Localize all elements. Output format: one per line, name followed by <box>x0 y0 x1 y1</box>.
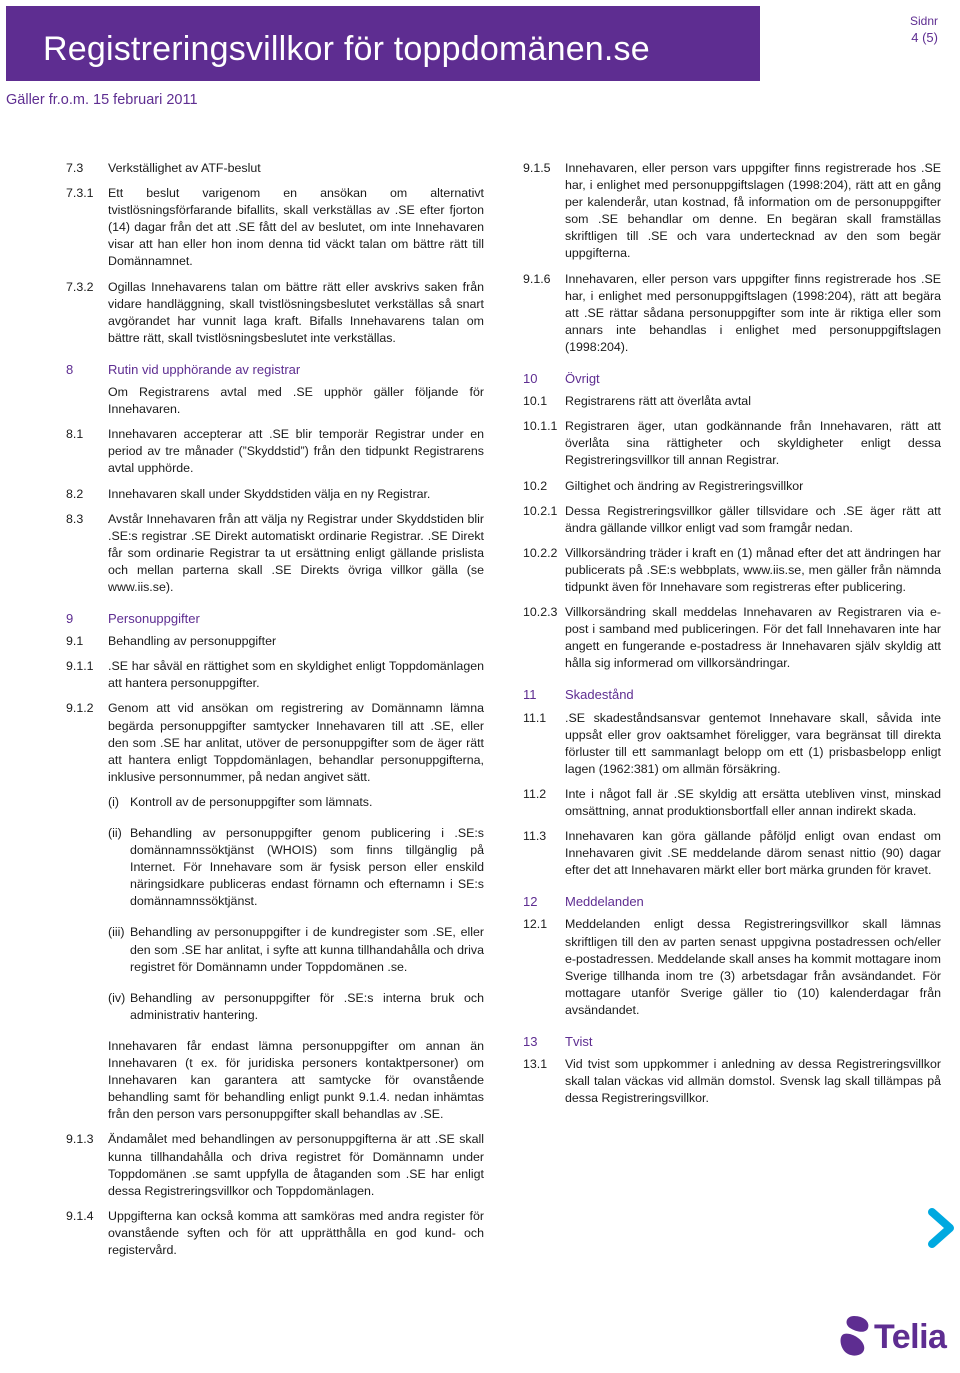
clause-number: 9.1.2 <box>66 701 94 716</box>
clause-number: 8.2 <box>66 486 84 501</box>
sub-item-text: Behandling av personuppgifter i de kundregister som .SE, eller den som .SE har anlitat, i syfte att kunna tillhandahålla och driva registret för Domännamn under Toppdomänen .se. <box>130 925 484 974</box>
clause-number: 10.2.2 <box>523 545 558 560</box>
section-number: 11 <box>523 687 537 703</box>
sub-item <box>66 990 484 1030</box>
clause-text: Uppgifterna kan också komma att samköras med andra register för ovanstående syften och för att upprätthålla en god kund- och registervård. <box>108 1208 484 1257</box>
clause <box>523 271 941 356</box>
page-title: Registreringsvillkor för toppdomänen.se <box>43 30 650 68</box>
clause-text: Villkorsändring träder i kraft en (1) månad efter det att ändringen har publicerats på .SE:s webbplats, www.iis.se, men gäller från nämnda tidpunkt även för Innehavare som registreras efter publicering. <box>565 545 941 594</box>
clause-text: Innehavaren får endast lämna personuppgifter om annan än Innehavaren (t ex. för juridiska personers kontaktpersoner) om Innehavaren kan garantera att samtycke för ovanstående behandling samt för behandling enligt punkt 9.1.4. nedan inhämtas från den person vars personuppgifter skall behandlas av .SE. <box>108 1038 484 1122</box>
clause-text: Innehavaren, eller person vars uppgifter finns registrerade hos .SE har, i enlighet med personuppgiftslagen (1998:204), rätt att begära att .SE rättar sådana personuppgifter som inte är riktiga eller som annars inte behandlas i enlighet med personuppgiftslagen (1998:204). <box>565 271 941 354</box>
clause <box>523 916 941 1019</box>
sub-item-text: Kontroll av de personuppgifter som lämnats. <box>130 794 373 809</box>
section-number: 9 <box>66 611 74 627</box>
clause-text: Ändamålet med behandlingen av personuppgifterna är att .SE skall kunna tillhandahålla och driva registret för Domännamn under Toppdomänen .se samt uppfylla de åtaganden som .SE har enligt dessa Registreringsvillkor och Toppdomänlagen. <box>108 1132 484 1198</box>
clause <box>523 1056 941 1107</box>
clause-number: 9.1.5 <box>523 161 551 175</box>
clause-number <box>66 924 108 981</box>
clause-number: 9.1.1 <box>66 659 94 674</box>
clause <box>523 478 941 495</box>
clause-number: 7.3 <box>66 161 84 175</box>
logo-text: Telia <box>874 1318 947 1356</box>
valid-from: Gäller fr.o.m. 15 februari 2011 <box>6 92 198 108</box>
clause <box>523 786 941 820</box>
clause-text: Vid tvist som uppkommer i anledning av dessa Registreringsvillkor skall talan väckas vid allmän domstol. Svensk lag skall tillämpas på dessa Registreringsvillkor. <box>565 1057 941 1106</box>
clause-number: 9.1.4 <box>66 1208 94 1223</box>
clause-number <box>66 825 108 916</box>
section-title: Rutin vid upphörande av registrar <box>108 361 301 377</box>
clause <box>66 160 484 177</box>
clause <box>523 545 941 596</box>
section-heading <box>66 610 484 627</box>
clause-text: Innehavaren kan göra gällande påföljd enligt ovan endast om Innehavaren givit .SE meddelande därom senast nittio (90) dagar efter det att Innehavaren märkt eller bort märka grunden för kravet. <box>565 829 941 878</box>
clause <box>66 700 484 785</box>
section-heading <box>66 361 484 378</box>
telia-logo <box>838 1310 947 1360</box>
page-number: 4 (5) <box>911 30 938 45</box>
clause-text: Inte i något fall är .SE skyldig att ersätta utebliven vinst, minskad omsättning, annat produktionsbortfall eller annan indirekt skada. <box>565 786 941 818</box>
clause <box>523 503 941 537</box>
sub-item-body <box>108 825 484 910</box>
section-title: Tvist <box>565 1034 593 1050</box>
clause-number: 10.1 <box>523 394 548 409</box>
clause <box>66 633 484 650</box>
section-title: Meddelanden <box>565 894 644 910</box>
clause-text: Dessa Registreringsvillkor gäller tillsvidare och .SE äger rätt att ändra gällande villkor enligt vad som framgår nedan. <box>565 503 941 535</box>
section-heading <box>523 1033 941 1050</box>
clause-number: 7.3.2 <box>66 279 94 294</box>
clause <box>66 1131 484 1199</box>
sub-item <box>66 924 484 981</box>
clause-number: 7.3.1 <box>66 186 94 201</box>
clause <box>523 828 941 879</box>
clause-text: .SE har såväl en rättighet som en skyldighet enligt Toppdomänlagen att hantera personuppgifter. <box>108 659 484 691</box>
section-number: 10 <box>523 371 538 387</box>
sub-item-label: (i) <box>108 794 120 809</box>
sub-item-label: (iv) <box>108 990 126 1005</box>
clause-number: 10.2.1 <box>523 503 558 518</box>
sub-item <box>66 825 484 916</box>
clause-number: 11.1 <box>523 710 547 725</box>
section-title: Skadestånd <box>565 687 634 703</box>
clause-text: .SE skadeståndsansvar gentemot Innehavare skall, såvida inte uppsåt eller grov oaktsamhet föreligger, vara begränsat till direkta förluster till ett sammanlagt belopp om ett (1) prisbasbelopp enligt lagen (1962:381) om allmän försäkring. <box>565 710 941 776</box>
section-heading <box>523 370 941 387</box>
clause <box>66 486 484 503</box>
section-heading <box>523 686 941 703</box>
left-column <box>66 160 484 1267</box>
clause-number <box>66 794 108 817</box>
clause-text: Innehavaren accepterar att .SE blir temporär Registrar under en period av tre månader (”Skyddstid”) från den tidpunkt Registrarens avtal upphörde. <box>108 427 484 476</box>
section-number: 13 <box>523 1034 538 1050</box>
clause-text: Giltighet och ändring av Registreringsvillkor <box>565 478 804 493</box>
clause-number: 11.2 <box>523 786 547 801</box>
clause-text: Behandling av personuppgifter <box>108 634 277 649</box>
clause <box>66 185 484 270</box>
clause <box>66 658 484 692</box>
clause-number: 8.3 <box>66 511 84 526</box>
clause-text: Registrarens rätt att överlåta avtal <box>565 394 751 409</box>
clause-number: 9.1 <box>66 634 84 649</box>
clause <box>66 511 484 596</box>
clause-number <box>66 1038 108 1123</box>
sub-item <box>66 794 484 817</box>
clause-text: Om Registrarens avtal med .SE upphör gäller följande för Innehavaren. <box>108 385 484 417</box>
telia-pebble-icon <box>838 1314 872 1358</box>
clause-number: 11.3 <box>523 829 547 844</box>
clause <box>66 279 484 347</box>
clause <box>66 1038 484 1123</box>
sub-item-body <box>108 924 484 975</box>
clause <box>523 160 941 263</box>
section-title: Personuppgifter <box>108 611 200 627</box>
clause-text: Ogillas Innehavarens talan om bättre rätt eller avskrivs saken från vidare handläggning, skall tvistlösningsbeslutet verkställas så snart avgörandet har vunnit laga kraft. Bifalls Innehavarens talan om bättre rätt, skall tvistlösningsbeslutet inte verkställas. <box>108 279 484 345</box>
clause <box>523 710 941 778</box>
clause-number <box>66 990 108 1030</box>
clause-number: 9.1.3 <box>66 1132 94 1147</box>
section-number: 8 <box>66 361 74 377</box>
clause-number: 13.1 <box>523 1057 548 1072</box>
clause-text: Villkorsändring skall meddelas Innehavaren av Registraren via e-post i samband med publiceringen. För det fall Innehavaren inte har angett en fungerande e-postadress är Innehavaren själv skyldig att hålla sig informerad om villkorsändringar. <box>565 605 941 671</box>
clause-text: Registraren äger, utan godkännande från Innehavaren, rätt att överlåta sina rättigheter och skyldigheter enligt dessa Registreringsvillkor till annan Registrar. <box>565 419 941 468</box>
clause-number: 10.2 <box>523 478 548 493</box>
clause-text: Avstår Innehavaren från att välja ny Registrar under Skyddstiden blir .SE:s registrar .SE Direkt automatiskt ordinarie Registrar. .SE Direkt får som ordinarie Registrar ta ut ersättning enligt gällande prislista och mellan parterna skall .SE Direkts övriga villkor gälla (se www.iis.se). <box>108 511 484 594</box>
clause-text: Innehavaren skall under Skyddstiden välja en ny Registrar. <box>108 486 431 501</box>
clause-text: Genom att vid ansökan om registrering av Domännamn lämna begärda personuppgifter samtycker Innehavaren till att .SE, eller den som .SE har anlitat, utöver de personuppgifter som de äger rätt att hantera enligt Toppdomänlagen, behandlar personuppgifterna, inklusive personnummer, på nedan angivet sätt. <box>108 701 484 784</box>
clause <box>66 1208 484 1259</box>
sub-item-body <box>108 794 484 811</box>
chevron-right-icon[interactable] <box>928 1208 958 1248</box>
section-number: 12 <box>523 894 538 910</box>
clause-text: Ett beslut varigenom en ansökan om alternativt tvistlösningsförfarande bifallits, skall verkställas av .SE efter fjorton (14) dagar från det att .SE fått del av beslutet, om inte Innehavaren visar att han eller hon inom denna tid väckt talan om bättre rätt till Domännamnet. <box>108 186 484 269</box>
clause-text: Meddelanden enligt dessa Registreringsvillkor skall lämnas skriftligen till den av parten senast uppgivna postadressen och/eller e-postadressen. Meddelande skall anses ha kommit mottagare inom Sverige tillhanda inom tre (3) arbetsdagar från avsändandet. För mottagare utanför Sverige gäller tio (10) kalenderdagar från avsändandet. <box>565 917 941 1017</box>
sub-item-body <box>108 990 484 1024</box>
sub-item-text: Behandling av personuppgifter för .SE:s interna bruk och administrativ hantering. <box>130 990 484 1022</box>
clause-number: 12.1 <box>523 917 548 932</box>
clause <box>523 604 941 672</box>
sub-item-label: (ii) <box>108 826 122 840</box>
clause-number: 8.1 <box>66 427 84 442</box>
section-title: Övrigt <box>565 371 600 387</box>
clause-text: Innehavaren, eller person vars uppgifter finns registrerade hos .SE har, i enlighet med personuppgiftslagen (1998:204), rätt att en gång per kalenderår, utan kostnad, få information om de personuppgifter som .SE behandlar om denne. En begäran skall framställas skriftligen till .SE och vara undertecknad av den som begär uppgifterna. <box>565 161 941 261</box>
section-heading <box>523 893 941 910</box>
page-number-box <box>876 14 938 45</box>
clause <box>66 426 484 477</box>
clause-text: Verkställighet av ATF-beslut <box>108 161 261 175</box>
page-header <box>0 0 960 124</box>
right-column <box>523 160 941 1115</box>
clause-number: 10.2.3 <box>523 605 558 620</box>
clause-number: 10.1.1 <box>523 419 558 434</box>
sub-item-text: Behandling av personuppgifter genom publicering i .SE:s domännamnssöktjänst (WHOIS) som finns tillgänglig på Internet. För Innehavare som är fysisk person eller enskild näringsidkare publiceras endast förnamn och efternamn i SE:s domännamnssöktjänst. <box>130 826 484 909</box>
clause-number <box>66 384 108 418</box>
clause-number: 9.1.6 <box>523 271 551 286</box>
sub-item-label: (iii) <box>108 925 125 940</box>
clause <box>523 418 941 469</box>
clause <box>523 393 941 410</box>
page-label: Sidnr <box>909 14 938 28</box>
title-band <box>6 6 760 81</box>
clause <box>66 384 484 418</box>
